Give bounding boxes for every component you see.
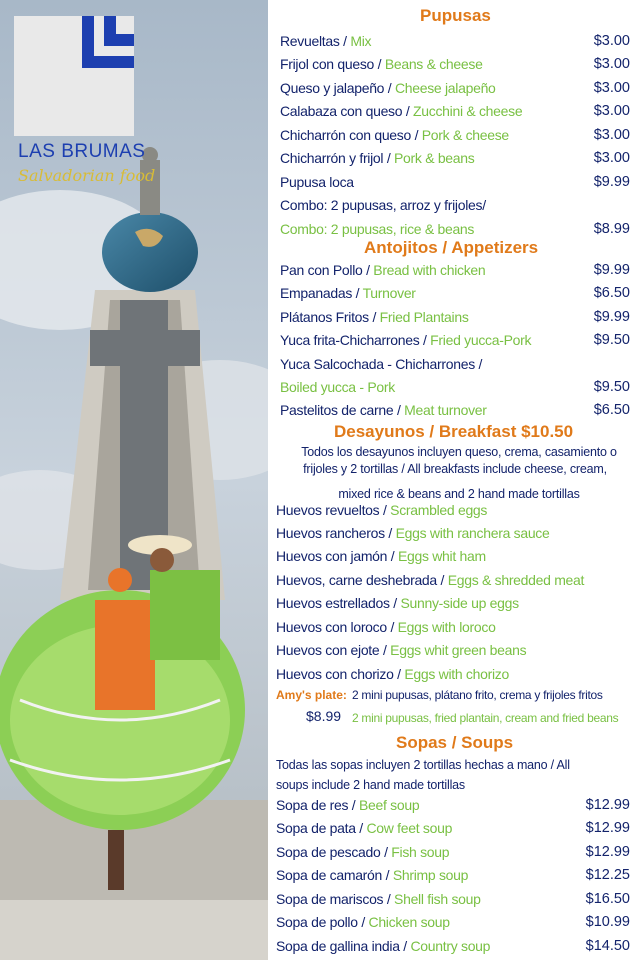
item-price: $3.00 [593, 103, 630, 119]
salcochada-en: Boiled yucca - Pork [280, 379, 395, 395]
amy-plate-label: Amy's plate: [276, 688, 347, 702]
item-price: $6.50 [593, 285, 630, 301]
item-price: $3.00 [593, 127, 630, 143]
menu-item: Huevos con loroco / Eggs with loroco [276, 619, 496, 635]
item-price: $14.50 [585, 938, 630, 954]
breakfast-note-2: frijoles y 2 tortillas / All breakfasts include cheese, cream, [303, 462, 607, 476]
menu-item: Pan con Pollo / Bread with chicken [280, 262, 486, 278]
section-title-sopas: Sopas / Soups [396, 733, 514, 752]
menu-item: Huevos con chorizo / Eggs with chorizo [276, 666, 509, 682]
menu-item: Sopa de res / Beef soup [276, 797, 420, 813]
soups-note-1: Todas las sopas incluyen 2 tortillas hechas a mano / All [276, 758, 570, 772]
photo-panel [0, 0, 268, 960]
menu-item: Revueltas / Mix [280, 33, 372, 49]
breakfast-note-1: Todos los desayunos incluyen queso, crema, casamiento o [301, 445, 617, 459]
item-price: $12.99 [585, 797, 630, 813]
menu-item: Huevos con ejote / Eggs whit green beans [276, 642, 527, 658]
item-price: $12.99 [585, 820, 630, 836]
item-price: $6.50 [593, 402, 630, 418]
menu-item: Sopa de pata / Cow feet soup [276, 820, 453, 836]
item-price: $16.50 [585, 891, 630, 907]
menu-item: Sopa de gallina india / Country soup [276, 938, 491, 954]
menu-item: Sopa de pollo / Chicken soup [276, 914, 450, 930]
item-price: $9.99 [593, 262, 630, 278]
menu-item: Chicharrón y frijol / Pork & beans [280, 150, 475, 166]
amy-plate-en: 2 mini pupusas, fried plantain, cream and fried beans [352, 711, 619, 725]
soups-note-2: soups include 2 hand made tortillas [276, 778, 465, 792]
menu-list [268, 0, 638, 960]
menu-item: Sopa de pescado / Fish soup [276, 844, 450, 860]
item-price: $3.00 [593, 80, 630, 96]
menu-item: Huevos revueltos / Scrambled eggs [276, 502, 488, 518]
menu-item: Pastelitos de carne / Meat turnover [280, 402, 487, 418]
item-price: $8.99 [593, 221, 630, 237]
menu-item: Plátanos Fritos / Fried Plantains [280, 309, 469, 325]
menu-item: Calabaza con queso / Zucchini & cheese [280, 103, 523, 119]
item-price: $3.00 [593, 150, 630, 166]
brand-name: LAS BRUMAS [18, 141, 146, 162]
menu-item: Sopa de mariscos / Shell fish soup [276, 891, 481, 907]
item-price: $12.25 [585, 867, 630, 883]
item-price: $9.50 [593, 379, 630, 395]
menu-item: Queso y jalapeño / Cheese jalapeño [280, 80, 496, 96]
item-price: $3.00 [593, 56, 630, 72]
combo-es: Combo: 2 pupusas, arroz y frijoles/ [280, 197, 486, 213]
menu-item: Huevos estrellados / Sunny-side up eggs [276, 595, 519, 611]
menu-item: Frijol con queso / Beans & cheese [280, 56, 483, 72]
menu-item: Huevos con jamón / Eggs whit ham [276, 548, 486, 564]
breakfast-note-3: mixed rice & beans and 2 hand made tortillas [338, 487, 580, 501]
section-title-desayunos: Desayunos / Breakfast $10.50 [334, 422, 574, 441]
logo-icon [14, 16, 134, 136]
menu-item: Huevos, carne deshebrada / Eggs & shredded meat [276, 572, 585, 588]
item-price: $10.99 [585, 914, 630, 930]
item-price: $9.50 [593, 332, 630, 348]
section-title-pupusas: Pupusas [420, 6, 491, 25]
menu-item: Huevos rancheros / Eggs with ranchera sauce [276, 525, 550, 541]
section-title-antojitos: Antojitos / Appetizers [364, 238, 539, 257]
brand-tagline: Salvadorian food [18, 166, 156, 185]
combo-en: Combo: 2 pupusas, rice & beans [280, 221, 475, 237]
item-price: $9.99 [593, 309, 630, 325]
menu-item: Sopa de camarón / Shrimp soup [276, 867, 469, 883]
menu-item: Yuca frita-Chicharrones / Fried yucca-Pork [280, 332, 532, 348]
item-price: $3.00 [593, 33, 630, 49]
logo-box [14, 16, 134, 136]
item-price: $12.99 [585, 844, 630, 860]
menu-item: Pupusa loca [280, 174, 354, 190]
amy-plate-es: 2 mini pupusas, plátano frito, crema y frijoles fritos [352, 688, 603, 702]
item-price: $9.99 [593, 174, 630, 190]
menu-item: Empanadas / Turnover [280, 285, 416, 301]
menu-item: Chicharrón con queso / Pork & cheese [280, 127, 509, 143]
amy-plate-price: $8.99 [306, 708, 342, 724]
salcochada-es: Yuca Salcochada - Chicharrones / [280, 356, 483, 372]
